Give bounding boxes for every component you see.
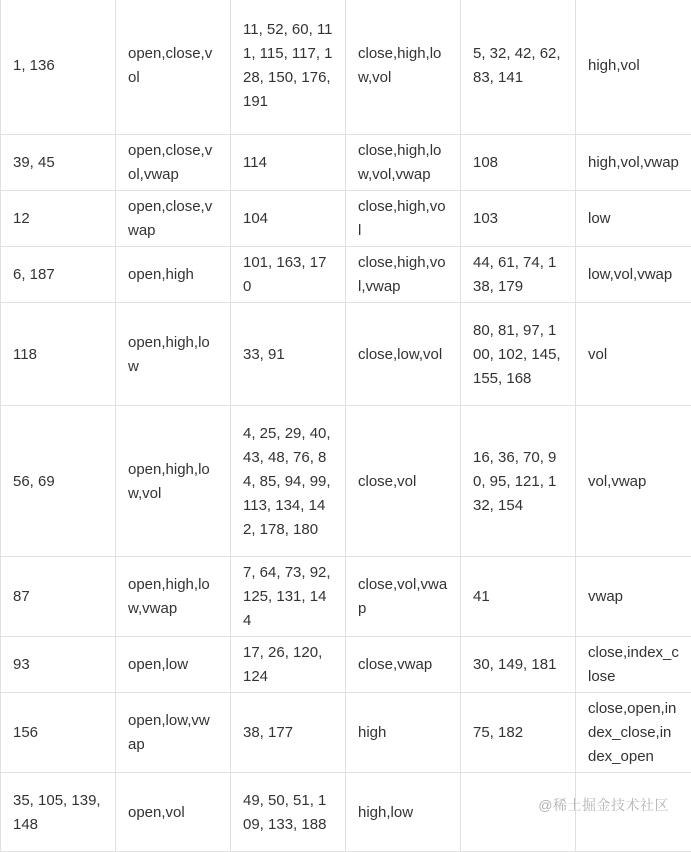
table-cell: close,high,low,vol,vwap bbox=[346, 135, 461, 191]
table-cell: open,low,vwap bbox=[116, 693, 231, 773]
table-cell: open,high bbox=[116, 247, 231, 303]
table-cell: close,high,vol,vwap bbox=[346, 247, 461, 303]
table-cell: open,close,vol bbox=[116, 0, 231, 135]
table-cell: 12 bbox=[1, 191, 116, 247]
table-cell: open,low bbox=[116, 637, 231, 693]
table-cell: close,vwap bbox=[346, 637, 461, 693]
table-cell: 108 bbox=[461, 135, 576, 191]
table-cell: 104 bbox=[231, 191, 346, 247]
table-cell: 5, 32, 42, 62, 83, 141 bbox=[461, 0, 576, 135]
table-cell: 118 bbox=[1, 303, 116, 406]
table-row bbox=[1, 135, 691, 191]
table-cell: high,vol bbox=[576, 0, 691, 135]
table-cell: high,low bbox=[346, 773, 461, 852]
table-cell: 101, 163, 170 bbox=[231, 247, 346, 303]
table-row bbox=[1, 637, 691, 693]
table-cell: 11, 52, 60, 111, 115, 117, 128, 150, 176, 191 bbox=[231, 0, 346, 135]
table-cell: 4, 25, 29, 40, 43, 48, 76, 84, 85, 94, 99, 113, 134, 142, 178, 180 bbox=[231, 406, 346, 557]
table-cell: 6, 187 bbox=[1, 247, 116, 303]
table-row bbox=[1, 0, 691, 135]
table-cell: vol bbox=[576, 303, 691, 406]
table-cell: close,high,vol bbox=[346, 191, 461, 247]
table-cell: 41 bbox=[461, 557, 576, 637]
table-cell: 80, 81, 97, 100, 102, 145, 155, 168 bbox=[461, 303, 576, 406]
table-cell: high,vol,vwap bbox=[576, 135, 691, 191]
table-cell: 56, 69 bbox=[1, 406, 116, 557]
table-cell: close,low,vol bbox=[346, 303, 461, 406]
table-cell: 16, 36, 70, 90, 95, 121, 132, 154 bbox=[461, 406, 576, 557]
table-cell: open,high,low,vol bbox=[116, 406, 231, 557]
table-cell: open,close,vwap bbox=[116, 191, 231, 247]
table-row bbox=[1, 191, 691, 247]
table-cell: low,vol,vwap bbox=[576, 247, 691, 303]
table-cell: high bbox=[346, 693, 461, 773]
table-cell: 87 bbox=[1, 557, 116, 637]
table-row bbox=[1, 693, 691, 773]
table-cell: 33, 91 bbox=[231, 303, 346, 406]
table-cell: 75, 182 bbox=[461, 693, 576, 773]
table-row bbox=[1, 406, 691, 557]
table-cell: 7, 64, 73, 92, 125, 131, 144 bbox=[231, 557, 346, 637]
table-cell: close,index_close bbox=[576, 637, 691, 693]
table-cell: 44, 61, 74, 138, 179 bbox=[461, 247, 576, 303]
table-row bbox=[1, 303, 691, 406]
table-cell: close,high,low,vol bbox=[346, 0, 461, 135]
table-cell: 93 bbox=[1, 637, 116, 693]
table-cell: 49, 50, 51, 109, 133, 188 bbox=[231, 773, 346, 852]
table-cell: 35, 105, 139, 148 bbox=[1, 773, 116, 852]
table-cell: vwap bbox=[576, 557, 691, 637]
table-cell: vol,vwap bbox=[576, 406, 691, 557]
table-cell: 114 bbox=[231, 135, 346, 191]
table-cell: close,vol bbox=[346, 406, 461, 557]
table-cell: 1, 136 bbox=[1, 0, 116, 135]
table-cell: 39, 45 bbox=[1, 135, 116, 191]
table-cell: 156 bbox=[1, 693, 116, 773]
table-cell: open,high,low,vwap bbox=[116, 557, 231, 637]
table-cell: 38, 177 bbox=[231, 693, 346, 773]
table-cell: 17, 26, 120, 124 bbox=[231, 637, 346, 693]
table-cell: 103 bbox=[461, 191, 576, 247]
table-row bbox=[1, 557, 691, 637]
table-row bbox=[1, 247, 691, 303]
table-cell: low bbox=[576, 191, 691, 247]
table-cell: close,open,index_close,index_open bbox=[576, 693, 691, 773]
table-cell: 30, 149, 181 bbox=[461, 637, 576, 693]
table-cell: open,close,vol,vwap bbox=[116, 135, 231, 191]
table-cell: open,vol bbox=[116, 773, 231, 852]
table-cell: open,high,low bbox=[116, 303, 231, 406]
table-cell: close,vol,vwap bbox=[346, 557, 461, 637]
watermark: @稀土掘金技术社区 bbox=[538, 795, 669, 815]
